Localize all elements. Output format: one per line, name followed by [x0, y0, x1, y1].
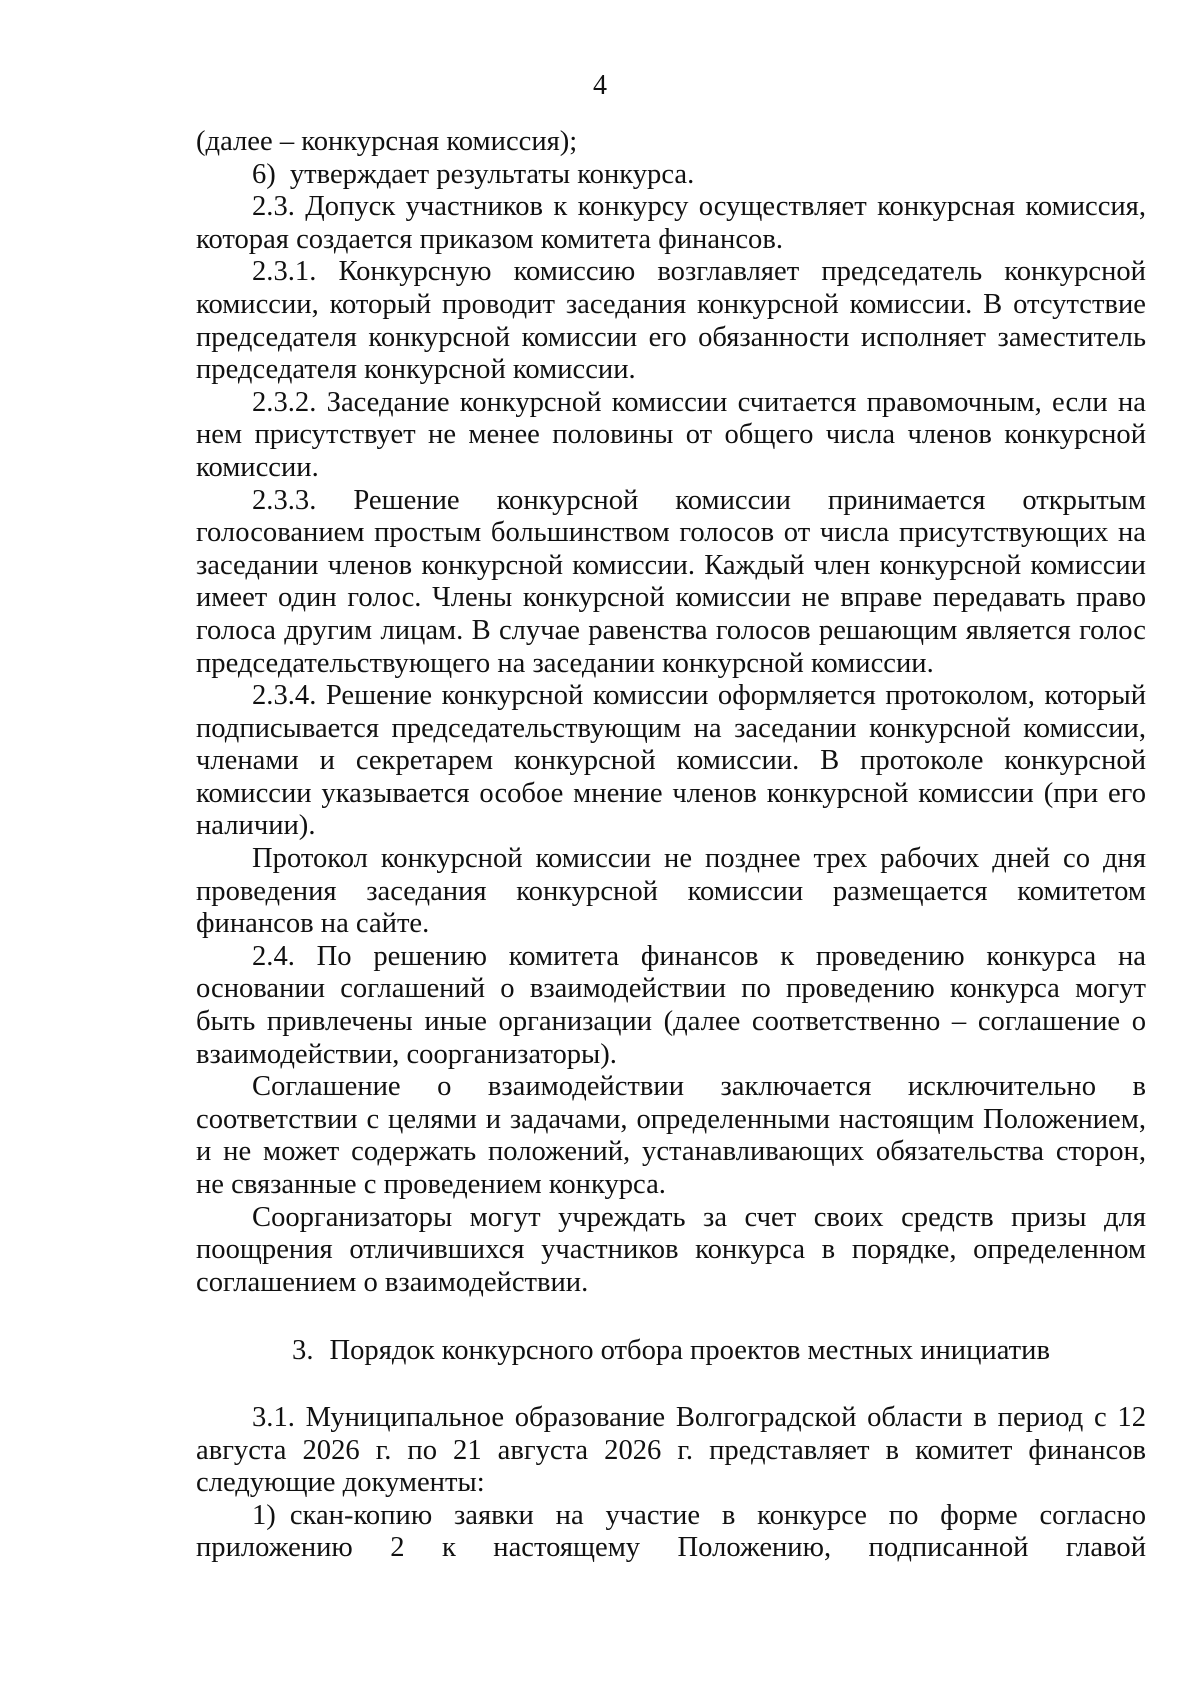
paragraph-coorganizers: Соорганизаторы могут учреждать за счет своих средств призы для поощрения отличившихся участников конкурса в порядке, определенном соглашением о взаимодействии. [196, 1201, 1146, 1298]
paragraph-2-3: 2.3. Допуск участников к конкурсу осуществляет конкурсная комиссия, которая создается приказом комитета финансов. [196, 191, 1146, 255]
section-heading-title: Порядок конкурсного отбора проектов местных инициатив [329, 1335, 1050, 1367]
section-heading-number: 3. [292, 1335, 314, 1367]
paragraph-2-3-1: 2.3.1. Конкурсную комиссию возглавляет председатель конкурсной комиссии, который проводит заседания конкурсной комиссии. В отсутствие председателя конкурсной комиссии его обязанности исполняет заместитель председателя конкурсной комиссии. [196, 256, 1146, 386]
list-item-6 [196, 159, 1146, 192]
list-item-1 [196, 1500, 1146, 1565]
list-item-label: 6) [252, 158, 276, 190]
paragraph-continuation: (далее – конкурсная комиссия); [196, 126, 578, 157]
paragraph-protocol: Протокол конкурсной комиссии не позднее трех рабочих дней со дня проведения заседания конкурсной комиссии размещается комитетом финансов на сайте. [196, 843, 1146, 940]
paragraph-agreement: Соглашение о взаимодействии заключается исключительно в соответствии с целями и задачами, определенными настоящим Положением, и не может содержать положений, устанавливающих обязательства сторон, не связанные с проведением конкурса. [196, 1071, 1146, 1200]
list-item-text: скан-копию заявки на участие в конкурсе по форме согласно приложению 2 к настоящему Положению, подписанной главой [196, 1499, 1146, 1564]
paragraph-2-4: 2.4. По решению комитета финансов к проведению конкурса на основании соглашений о взаимодействии по проведению конкурса могут быть привлечены иные организации (далее соответственно – соглашение о взаимодействии, соорганизаторы). [196, 940, 1146, 1070]
document-body [196, 126, 1146, 1565]
page-number: 4 [593, 70, 607, 101]
paragraph-3-1: 3.1. Муниципальное образование Волгоградской области в период с 12 августа 2026 г. по 21 августа 2026 г. представляет в комитет финансов следующие документы: [196, 1401, 1146, 1499]
paragraph-2-3-3: 2.3.3. Решение конкурсной комиссии принимается открытым голосованием простым большинством голосов от числа присутствующих на заседании членов конкурсной комиссии. Каждый член конкурсной комиссии имеет один голос. Члены конкурсной комиссии не вправе передавать право голоса другим лицам. В случае равенства голосов решающим является голос председательствующего на заседании конкурсной комиссии. [196, 484, 1146, 679]
paragraph-2-3-2: 2.3.2. Заседание конкурсной комиссии считается правомочным, если на нем присутствует не менее половины от общего числа членов конкурсной комиссии. [196, 386, 1146, 483]
section-heading [196, 1335, 1146, 1368]
list-item-label: 1) [252, 1499, 276, 1531]
paragraph-2-3-4: 2.3.4. Решение конкурсной комиссии оформляется протоколом, который подписывается председательствующим на заседании конкурсной комиссии, членами и секретарем конкурсной комиссии. В протоколе конкурсной комиссии указывается особое мнение членов конкурсной комиссии (при его наличии). [196, 680, 1146, 842]
list-item-text: утверждает результаты конкурса. [289, 158, 695, 190]
